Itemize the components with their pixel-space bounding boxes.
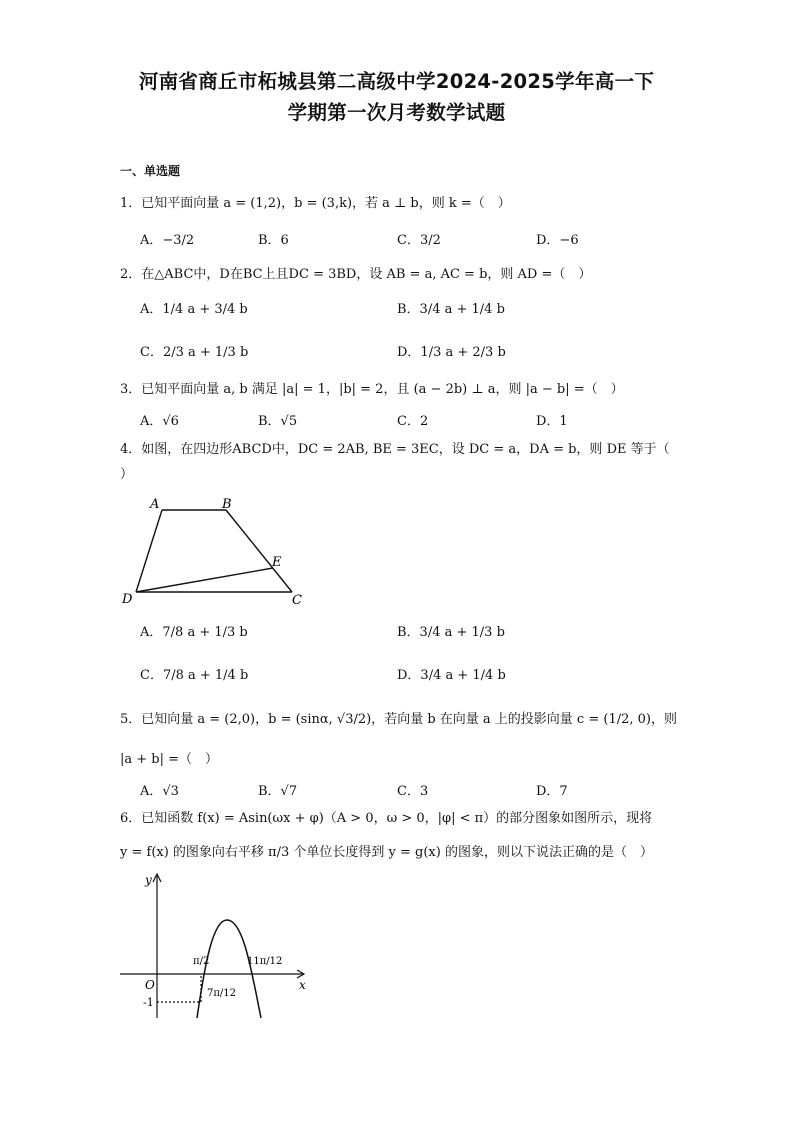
q4-option-c[interactable]: C．7/8 a + 1/4 b bbox=[140, 668, 249, 683]
vertex-label-d: D bbox=[122, 592, 133, 607]
q4-option-b[interactable]: B．3/4 a + 1/3 b bbox=[397, 625, 505, 640]
edge-da bbox=[136, 510, 162, 592]
q1-option-c[interactable]: C．3/2 bbox=[397, 233, 441, 248]
tick-label-7pi-over-12: 7π/12 bbox=[207, 988, 237, 999]
q3-option-c[interactable]: C．2 bbox=[397, 414, 429, 429]
question-6-stem-line1: 6．已知函数 f(x) = Asin(ωx + φ)（A > 0，ω > 0，|φ| < π）的部分图象如图所示，现将 bbox=[120, 811, 653, 826]
y-axis-label: y bbox=[145, 873, 152, 887]
vertex-label-a: A bbox=[150, 497, 160, 512]
q3-option-d[interactable]: D．1 bbox=[536, 414, 568, 429]
q2-option-d[interactable]: D．1/3 a + 2/3 b bbox=[397, 345, 506, 360]
q2-option-b[interactable]: B．3/4 a + 1/4 b bbox=[397, 302, 505, 317]
question-6-stem-line2: y = f(x) 的图象向右平移 π/3 个单位长度得到 y = g(x) 的图象，则以下说法正确的是（ ） bbox=[120, 845, 653, 860]
q1-option-b[interactable]: B．6 bbox=[258, 233, 289, 248]
q1-option-a[interactable]: A．−3/2 bbox=[140, 233, 195, 248]
origin-label: O bbox=[145, 978, 155, 992]
paper-title-line2: 学期第一次月考数学试题 bbox=[287, 101, 506, 124]
vertex-label-c: C bbox=[292, 593, 302, 608]
question-3-stem: 3．已知平面向量 a, b 满足 |a| = 1，|b| = 2，且 (a − 2b) ⊥ a，则 |a − b| =（ ） bbox=[120, 382, 624, 397]
tick-label-pi-over-2: π/2 bbox=[193, 956, 210, 967]
q4-option-a[interactable]: A．7/8 a + 1/3 b bbox=[140, 625, 248, 640]
sine-curve bbox=[197, 920, 261, 1018]
question-4-stem-line1: 4．如图，在四边形ABCD中，DC = 2AB, BE = 3EC，设 DC = a，DA = b，则 DE 等于（ bbox=[120, 442, 670, 457]
edge-bc bbox=[226, 510, 292, 592]
question-4-stem-line2: ） bbox=[120, 467, 134, 482]
q4-option-d[interactable]: D．3/4 a + 1/4 b bbox=[397, 668, 506, 683]
q5-option-a[interactable]: A．√3 bbox=[140, 784, 179, 799]
vertex-label-b: B bbox=[222, 497, 232, 512]
x-axis-label: x bbox=[299, 978, 306, 992]
quadrilateral-figure bbox=[118, 490, 318, 610]
sine-graph-figure bbox=[115, 868, 315, 1028]
point-label-e: E bbox=[272, 555, 282, 570]
q2-option-a[interactable]: A．1/4 a + 3/4 b bbox=[140, 302, 248, 317]
q5-option-b[interactable]: B．√7 bbox=[258, 784, 298, 799]
minus-one-label: -1 bbox=[143, 996, 154, 1009]
paper-title-line1: 河南省商丘市柘城县第二高级中学2024-2025学年高一下 bbox=[138, 70, 655, 93]
question-1-stem: 1．已知平面向量 a = (1,2)，b = (3,k)，若 a ⊥ b，则 k =（ ） bbox=[120, 196, 511, 211]
question-5-stem-line2: |a + b| =（ ） bbox=[120, 752, 219, 767]
tick-label-11pi-over-12: 11π/12 bbox=[247, 956, 283, 967]
q5-option-c[interactable]: C．3 bbox=[397, 784, 429, 799]
q3-option-b[interactable]: B．√5 bbox=[258, 414, 298, 429]
q2-option-c[interactable]: C．2/3 a + 1/3 b bbox=[140, 345, 249, 360]
section-heading: 一、单选题 bbox=[120, 164, 181, 178]
question-2-stem: 2．在△ABC中，D在BC上且DC = 3BD，设 AB = a, AC = b，则 AD =（ ） bbox=[120, 267, 592, 282]
q3-option-a[interactable]: A．√6 bbox=[140, 414, 179, 429]
segment-de bbox=[136, 568, 273, 592]
question-5-stem-line1: 5．已知向量 a = (2,0)，b = (sinα, √3/2)，若向量 b 在向量 a 上的投影向量 c = (1/2, 0)，则 bbox=[120, 712, 677, 727]
q5-option-d[interactable]: D．7 bbox=[536, 784, 568, 799]
q1-option-d[interactable]: D．−6 bbox=[536, 233, 579, 248]
